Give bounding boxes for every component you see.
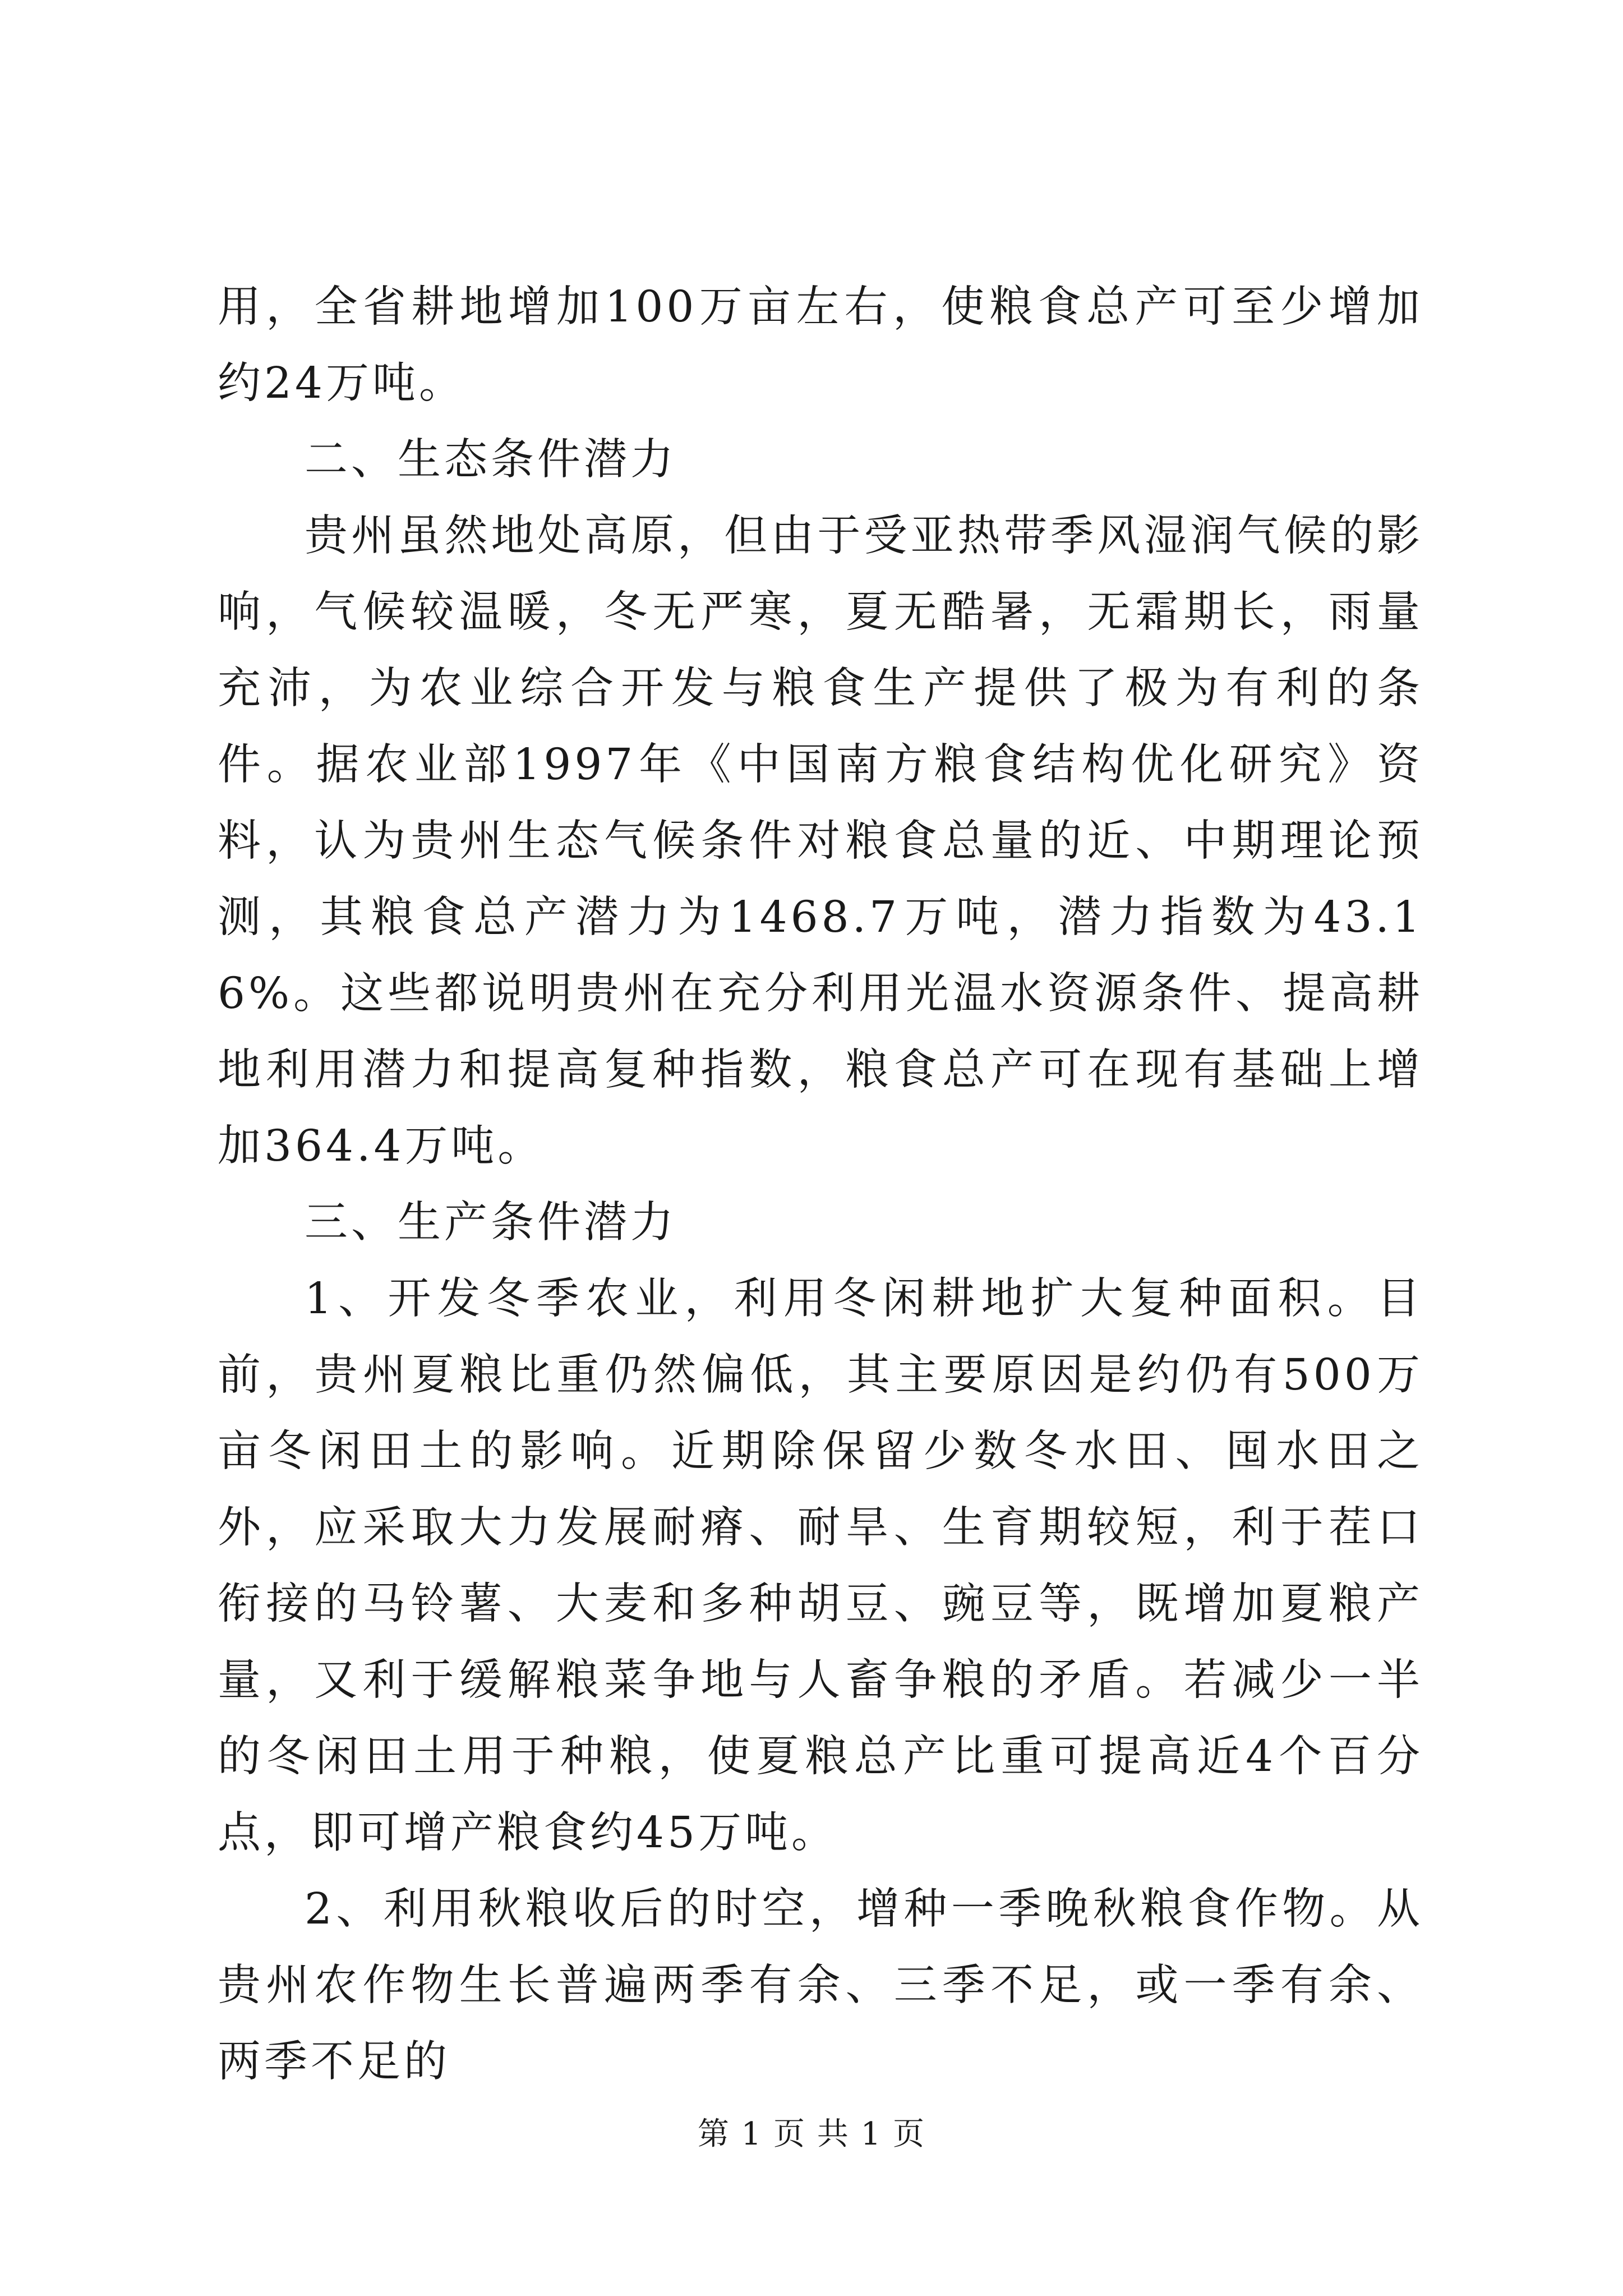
page-number-footer: 第 1 页 共 1 页 — [697, 2116, 926, 2152]
paragraph-ecology: 贵州虽然地处高原，但由于受亚热带季风湿润气候的影响，气候较温暖，冬无严寒，夏无酷暑，无霜期长，雨量充沛，为农业综合开发与粮食生产提供了极为有利的条件。据农业部1997年《中国南方粮食结构优化研究》资料，认为贵州生态气候条件对粮食总量的近、中期理论预测，其粮食总产潜力为1468.7万吨，潜力指数为43.16%。这些都说明贵州在充分利用光温水资源条件、提高耕地利用潜力和提高复种指数，粮食总产可在现有基础上增加364.4万吨。 — [218, 511, 1423, 1171]
paragraph-winter-agriculture: 1、开发冬季农业，利用冬闲耕地扩大复种面积。目前，贵州夏粮比重仍然偏低，其主要原因是约仍有500万亩冬闲田土的影响。近期除保留少数冬水田、囤水田之外，应采取大力发展耐瘠、耐旱、生育期较短，利于茬口衔接的马铃薯、大麦和多种胡豆、豌豆等，既增加夏粮产量，又利于缓解粮菜争地与人畜争粮的矛盾。若减少一半的冬闲田土用于种粮，使夏粮总产比重可提高近4个百分点，即可增产粮食约45万吨。 — [218, 1274, 1423, 1858]
document-body — [218, 269, 1423, 2100]
section-heading-ecology: 二、生态条件潜力 — [305, 435, 677, 485]
paragraph-autumn-crop: 2、利用秋粮收后的时空，增种一季晚秋粮食作物。从贵州农作物生长普遍两季有余、三季不足，或一季有余、两季不足的 — [218, 1884, 1423, 2087]
section-heading-production: 三、生产条件潜力 — [305, 1198, 677, 1248]
paragraph-continuation: 用，全省耕地增加100万亩左右，使粮食总产可至少增加约24万吨。 — [218, 282, 1423, 408]
